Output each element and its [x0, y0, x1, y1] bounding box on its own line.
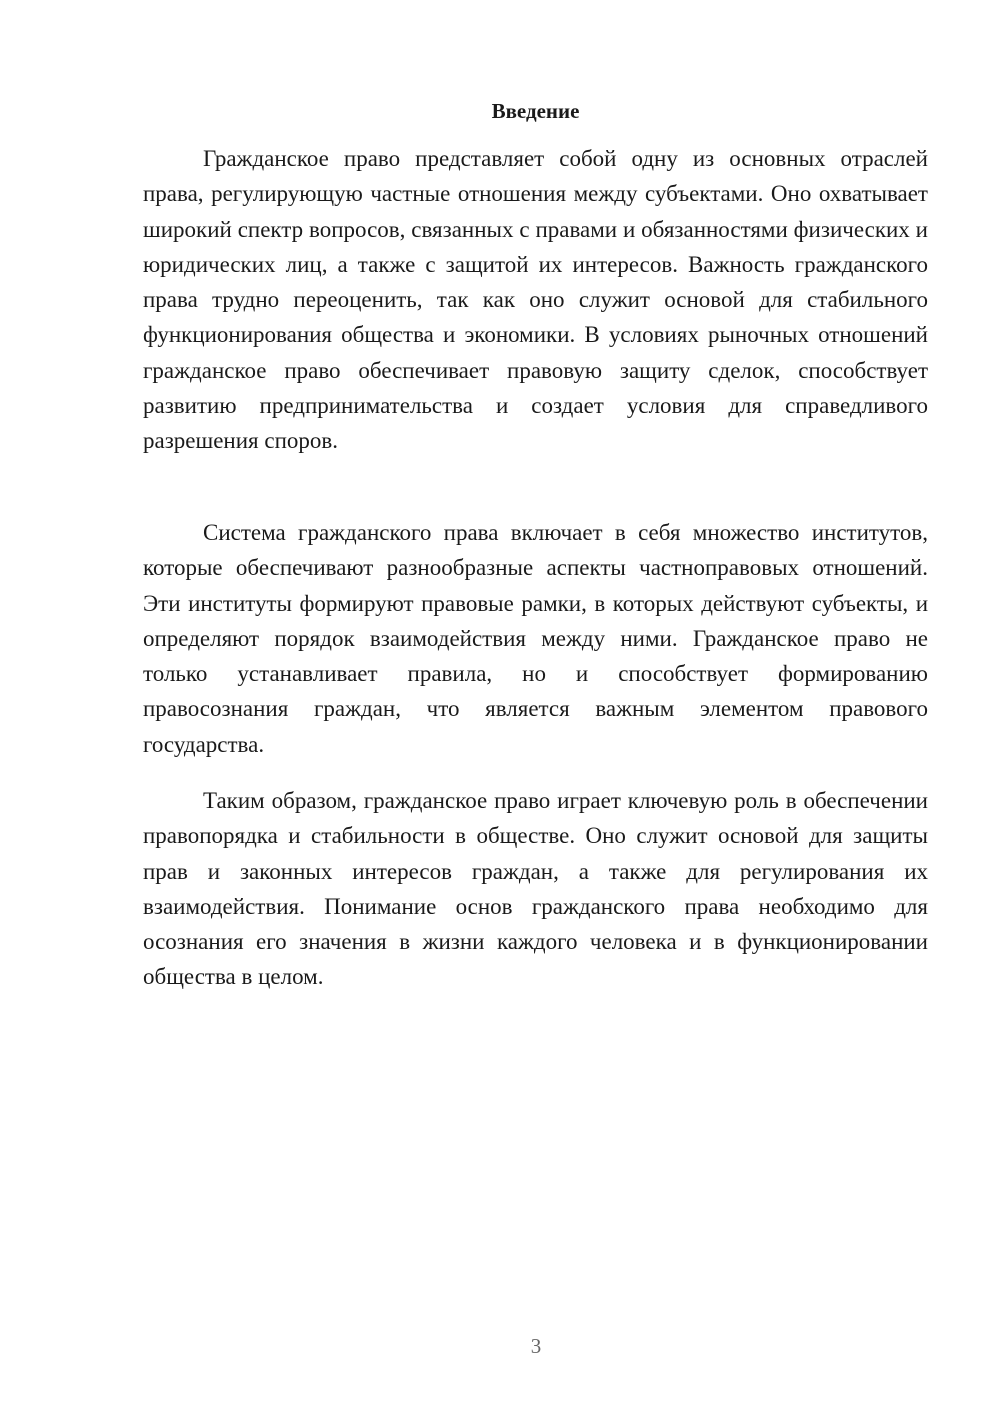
section-title: Введение	[491, 99, 580, 123]
page-number: 3	[530, 1334, 542, 1358]
paragraph-2: Система гражданского права включает в себя множество институтов, которые обеспечивают разнообразные аспекты частноправовых отношений. Эти институты формируют правовые рамки, в которых действуют субъекты, и определяют порядок взаимодействия между ними. Гражданское право не только устанавливает правила, но и способствует формированию правосознания граждан, что является важным элементом правового государства.	[143, 520, 928, 757]
paragraph-3: Таким образом, гражданское право играет ключевую роль в обеспечении правопорядка и стабильности в обществе. Оно служит основой для защиты прав и законных интересов граждан, а также для регулирования их взаимодействия. Понимание основ гражданского права необходимо для осознания его значения в жизни каждого человека и в функционировании общества в целом.	[143, 788, 928, 990]
paragraph-1: Гражданское право представляет собой одну из основных отраслей права, регулирующую частные отношения между субъектами. Оно охватывает широкий спектр вопросов, связанных с правами и обязанностями физических и юридических лиц, а также с защитой их интересов. Важность гражданского права трудно переоценить, так как оно служит основой для стабильного функционирования общества и экономики. В условиях рыночных отношений гражданское право обеспечивает правовую защиту сделок, способствует развитию предпринимательства и создает условия для справедливого разрешения споров.	[143, 146, 928, 454]
